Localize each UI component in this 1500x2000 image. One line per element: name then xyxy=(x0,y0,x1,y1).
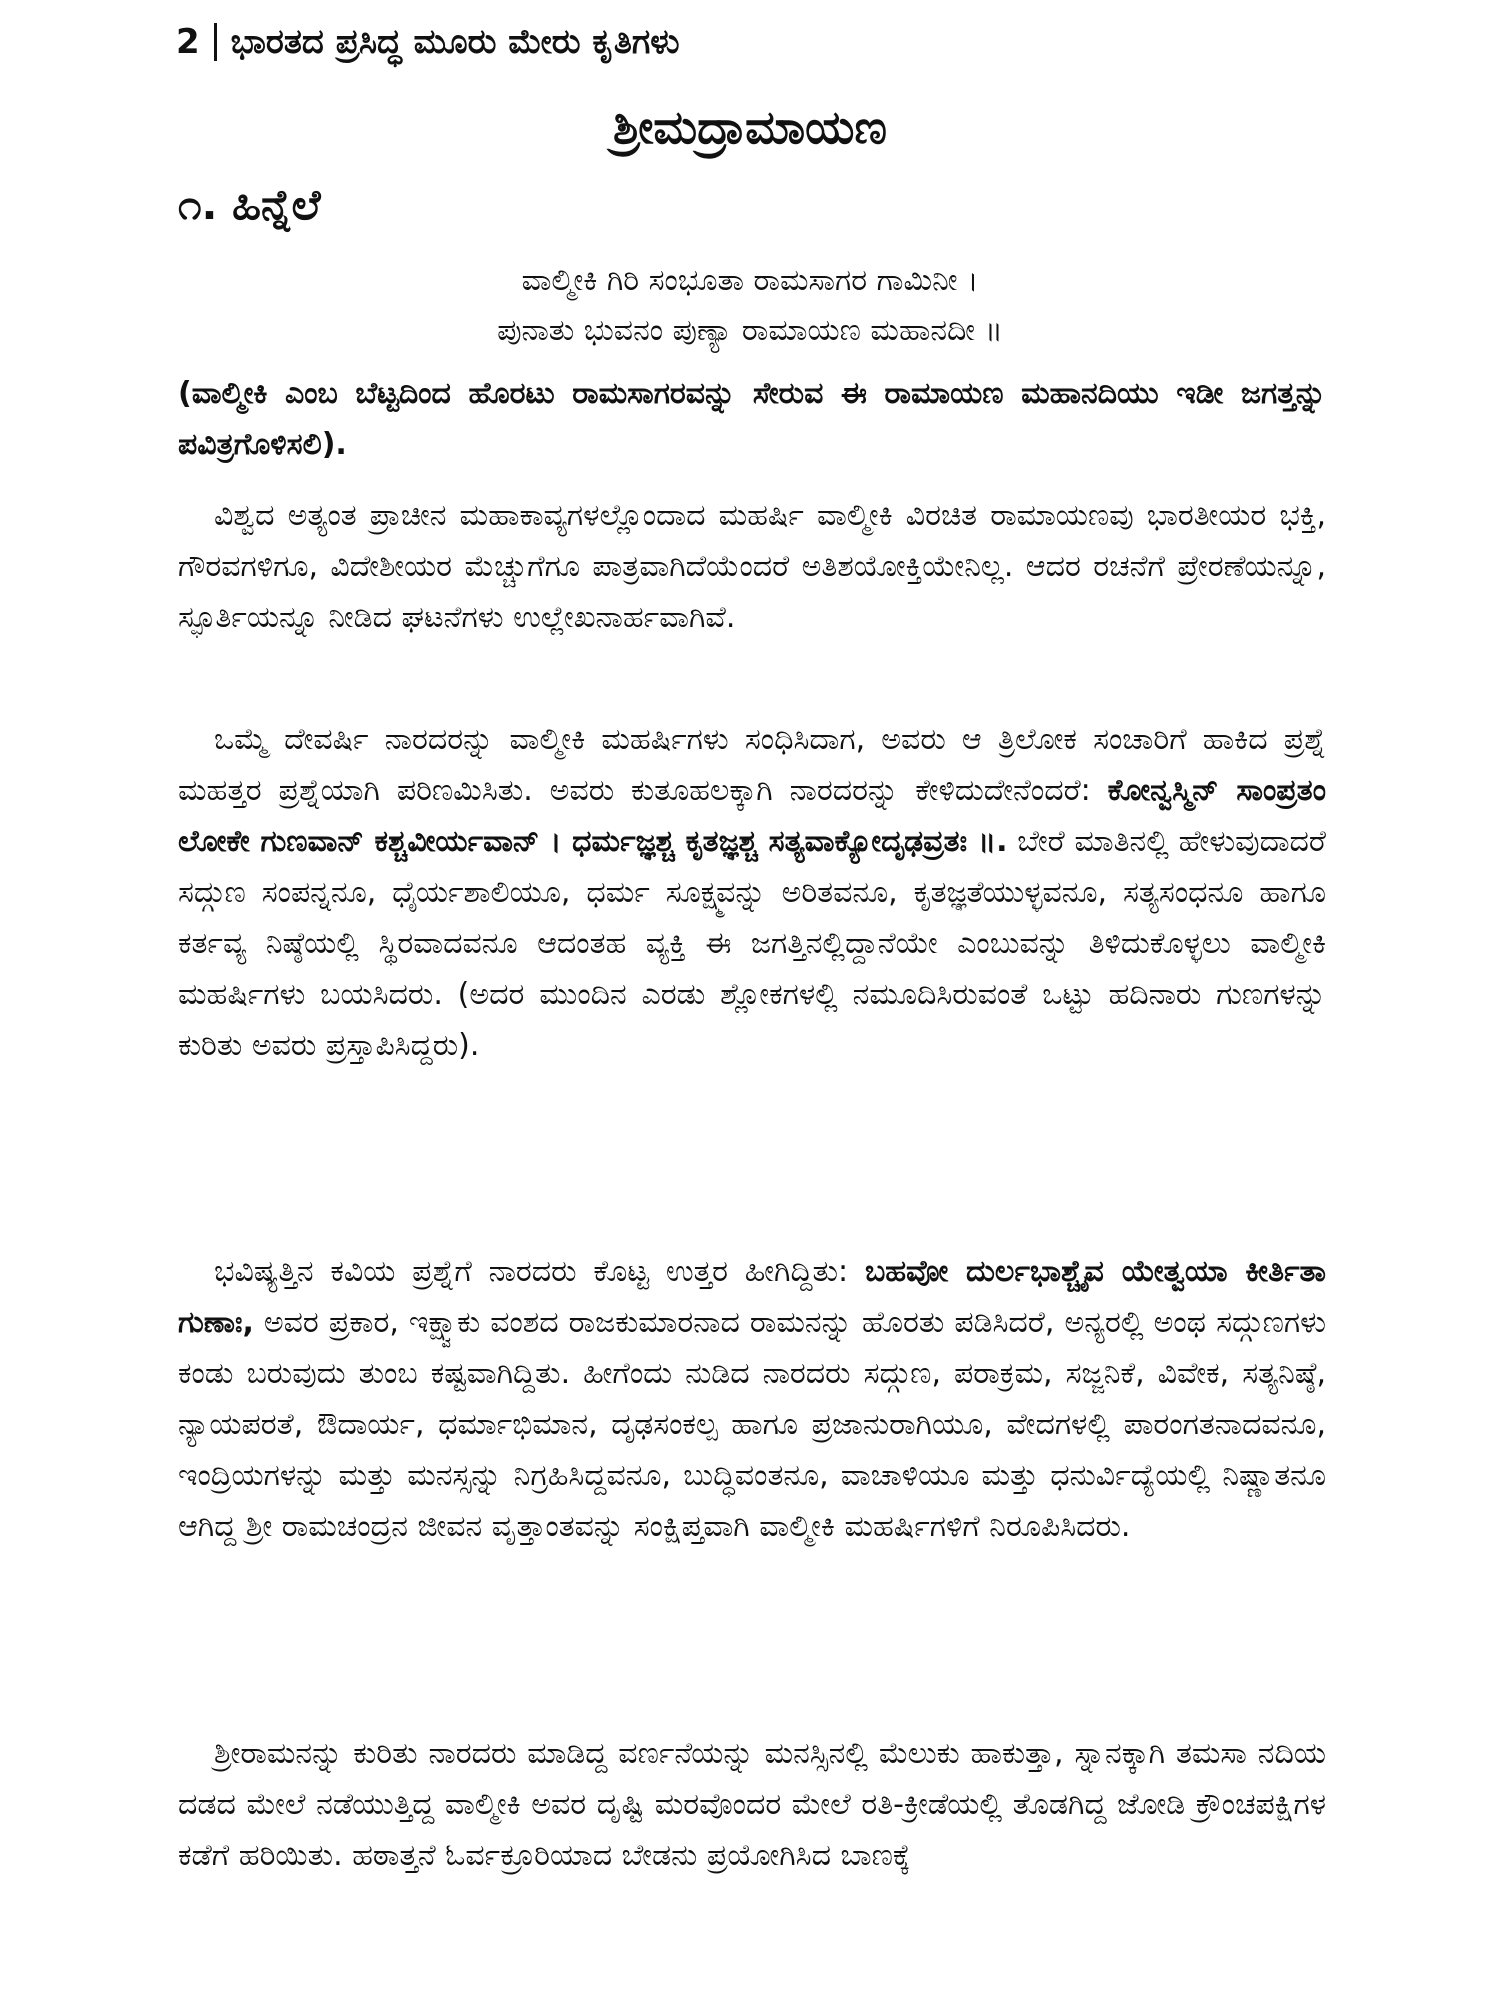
paragraph-3-text-b: ಅವರ ಪ್ರಕಾರ, ಇಕ್ಷ್ವಾಕು ವಂಶದ ರಾಜಕುಮಾರನಾದ ರಾಮನನ್ನು ಹೊರತು ಪಡಿಸಿದರೆ, ಅನ್ಯರಲ್ಲಿ ಅಂಥ ಸದ್ಗುಣಗಳು ಕಂಡು ಬರುವುದು ತುಂಬ ಕಷ್ಟವಾಗಿದ್ದಿತು. ಹೀಗೆಂದು ನುಡಿದ ನಾರದರು ಸದ್ಗುಣ, ಪರಾಕ್ರಮ, ಸಜ್ಜನಿಕೆ, ವಿವೇಕ, ಸತ್ಯನಿಷ್ಠೆ, ನ್ಯಾಯಪರತೆ, ಔದಾರ್ಯ, ಧರ್ಮಾಭಿಮಾನ, ದೃಢಸಂಕಲ್ಪ ಹಾಗೂ ಪ್ರಜಾನುರಾಗಿಯೂ, ವೇದಗಳಲ್ಲಿ ಪಾರಂಗತನಾದವನೂ, ಇಂದ್ರಿಯಗಳನ್ನು ಮತ್ತು ಮನಸ್ಸನ್ನು ನಿಗ್ರಹಿಸಿದ್ದವನೂ, ಬುದ್ಧಿವಂತನೂ, ವಾಚಾಳಿಯೂ ಮತ್ತು ಧನುರ್ವಿದ್ಯೆಯಲ್ಲಿ ನಿಷ್ಣಾತನೂ ಆಗಿದ್ದ ಶ್ರೀ ರಾಮಚಂದ್ರನ ಜೀವನ ವೃತ್ತಾಂತವನ್ನು ಸಂಕ್ಷಿಪ್ತವಾಗಿ ವಾಲ್ಮೀಕಿ ಮಹರ್ಷಿಗಳಿಗೆ ನಿರೂಪಿಸಿದರು. xyxy=(178,1305,1326,1544)
paragraph-2-text-a: ಒಮ್ಮೆ ದೇವರ್ಷಿ ನಾರದರನ್ನು ವಾಲ್ಮೀಕಿ ಮಹರ್ಷಿಗಳು ಸಂಧಿಸಿದಾಗ, ಅವರು ಆ ತ್ರಿಲೋಕ ಸಂಚಾರಿಗೆ ಹಾಕಿದ ಪ್ರಶ್ನೆ ಮಹತ್ತರ ಪ್ರಶ್ನೆಯಾಗಿ ಪರಿಣಮಿಸಿತು. ಅವರು ಕುತೂಹಲಕ್ಕಾಗಿ ನಾರದರನ್ನು ಕೇಳಿದುದೇನೆಂದರೆ: xyxy=(178,722,1326,808)
paragraph-2-text-b: ಬೇರೆ ಮಾತಿನಲ್ಲಿ ಹೇಳುವುದಾದರೆ ಸದ್ಗುಣ ಸಂಪನ್ನನೂ, ಧೈರ್ಯಶಾಲಿಯೂ, ಧರ್ಮ ಸೂಕ್ಷ್ಮವನ್ನು ಅರಿತವನೂ, ಕೃತಜ್ಞತೆಯುಳ್ಳವನೂ, ಸತ್ಯಸಂಧನೂ ಹಾಗೂ ಕರ್ತವ್ಯ ನಿಷ್ಠೆಯಲ್ಲಿ ಸ್ಥಿರವಾದವನೂ ಆದಂತಹ ವ್ಯಕ್ತಿ ಈ ಜಗತ್ತಿನಲ್ಲಿದ್ದಾನೆಯೇ ಎಂಬುವನ್ನು ತಿಳಿದುಕೊಳ್ಳಲು ವಾಲ್ಮೀಕಿ ಮಹರ್ಷಿಗಳು ಬಯಸಿದರು. (ಅದರ ಮುಂದಿನ ಎರಡು ಶ್ಲೋಕಗಳಲ್ಲಿ ನಮೂದಿಸಿರುವಂತೆ ಒಟ್ಟು ಹದಿನಾರು ಗುಣಗಳನ್ನು ಕುರಿತು ಅವರು ಪ್ರಸ್ತಾಪಿಸಿದ್ದರು). xyxy=(178,824,1327,1063)
header-divider xyxy=(214,23,217,61)
sanskrit-quote-2: ಬಹವೋ ದುರ್ಲಭಾಶ್ಚೈವ ಯೇತ್ವಯಾ ಕೀರ್ತಿತಾ ಗುಣಾಃ, xyxy=(178,1254,1327,1340)
paragraph-1: ವಿಶ್ವದ ಅತ್ಯಂತ ಪ್ರಾಚೀನ ಮಹಾಕಾವ್ಯಗಳಲ್ಲೊಂದಾದ ಮಹರ್ಷಿ ವಾಲ್ಮೀಕಿ ವಿರಚಿತ ರಾಮಾಯಣವು ಭಾರತೀಯರ ಭಕ್ತಿ, ಗೌರವಗಳಿಗೂ, ವಿದೇಶೀಯರ ಮೆಚ್ಚುಗೆಗೂ ಪಾತ್ರವಾಗಿದೆಯೆಂದರೆ ಅತಿಶಯೋಕ್ತಿಯೇನಿಲ್ಲ. ಆದರ ರಚನೆಗೆ ಪ್ರೇರಣೆಯನ್ನೂ, ಸ್ಫೂರ್ತಿಯನ್ನೂ ನೀಡಿದ ಘಟನೆಗಳು ಉಲ್ಲೇಖನಾರ್ಹವಾಗಿವೆ. xyxy=(178,498,1326,635)
paragraph-2 xyxy=(178,714,1326,1071)
verse-translation: (ವಾಲ್ಮೀಕಿ ಎಂಬ ಬೆಟ್ಟದಿಂದ ಹೊರಟು ರಾಮಸಾಗರವನ್ನು ಸೇರುವ ಈ ರಾಮಾಯಣ ಮಹಾನದಿಯು ಇಡೀ ಜಗತ್ತನ್ನು ಪವಿತ್ರಗೊಳಿಸಲಿ). xyxy=(178,376,1326,462)
verse-line-2: ಪುನಾತು ಭುವನಂ ಪುಣ್ಯಾ ರಾಮಾಯಣ ಮಹಾನದೀ ॥ xyxy=(497,313,1003,348)
verse-line-1: ವಾಲ್ಮೀಕಿ ಗಿರಿ ಸಂಭೂತಾ ರಾಮಸಾಗರ ಗಾಮಿನೀ । xyxy=(521,263,979,298)
paragraph-3 xyxy=(178,1246,1326,1552)
running-header xyxy=(176,22,680,62)
paragraph-3-text-a: ಭವಿಷ್ಯತ್ತಿನ ಕವಿಯ ಪ್ರಶ್ನೆಗೆ ನಾರದರು ಕೊಟ್ಟ ಉತ್ತರ ಹೀಗಿದ್ದಿತು: xyxy=(214,1254,865,1289)
page-number: 2 xyxy=(176,22,200,62)
sanskrit-quote-1: ಕೋನ್ವಸ್ಮಿನ್ ಸಾಂಪ್ರತಂ ಲೋಕೇ ಗುಣವಾನ್ ಕಶ್ಚವೀರ್ಯವಾನ್ । ಧರ್ಮಜ್ಞಶ್ಚ ಕೃತಜ್ಞಶ್ಚ ಸತ್ಯವಾಕ್ಯೋದೃಢವ್ರತಃ ॥. xyxy=(178,773,1326,859)
section-title: ೧. ಹಿನ್ನೆಲೆ xyxy=(178,180,321,229)
chapter-title: ಶ್ರೀಮದ್ರಾಮಾಯಣ xyxy=(612,100,888,154)
paragraph-4: ಶ್ರೀರಾಮನನ್ನು ಕುರಿತು ನಾರದರು ಮಾಡಿದ್ದ ವರ್ಣನೆಯನ್ನು ಮನಸ್ಸಿನಲ್ಲಿ ಮೆಲುಕು ಹಾಕುತ್ತಾ, ಸ್ನಾನಕ್ಕಾಗಿ ತಮಸಾ ನದಿಯ ದಡದ ಮೇಲೆ ನಡೆಯುತ್ತಿದ್ದ ವಾಲ್ಮೀಕಿ ಅವರ ದೃಷ್ಟಿ ಮರವೊಂದರ ಮೇಲೆ ರತಿ-ಕ್ರೀಡೆಯಲ್ಲಿ ತೊಡಗಿದ್ದ ಜೋಡಿ ಕ್ರೌಂಚಪಕ್ಷಿಗಳ ಕಡೆಗೆ ಹರಿಯಿತು. ಹಠಾತ್ತನೆ ಓರ್ವಕ್ರೂರಿಯಾದ ಬೇಡನು ಪ್ರಯೋಗಿಸಿದ ಬಾಣಕ್ಕೆ xyxy=(178,1736,1326,1873)
book-title: ಭಾರತದ ಪ್ರಸಿದ್ಧ ಮೂರು ಮೇರು ಕೃತಿಗಳು xyxy=(230,22,680,62)
